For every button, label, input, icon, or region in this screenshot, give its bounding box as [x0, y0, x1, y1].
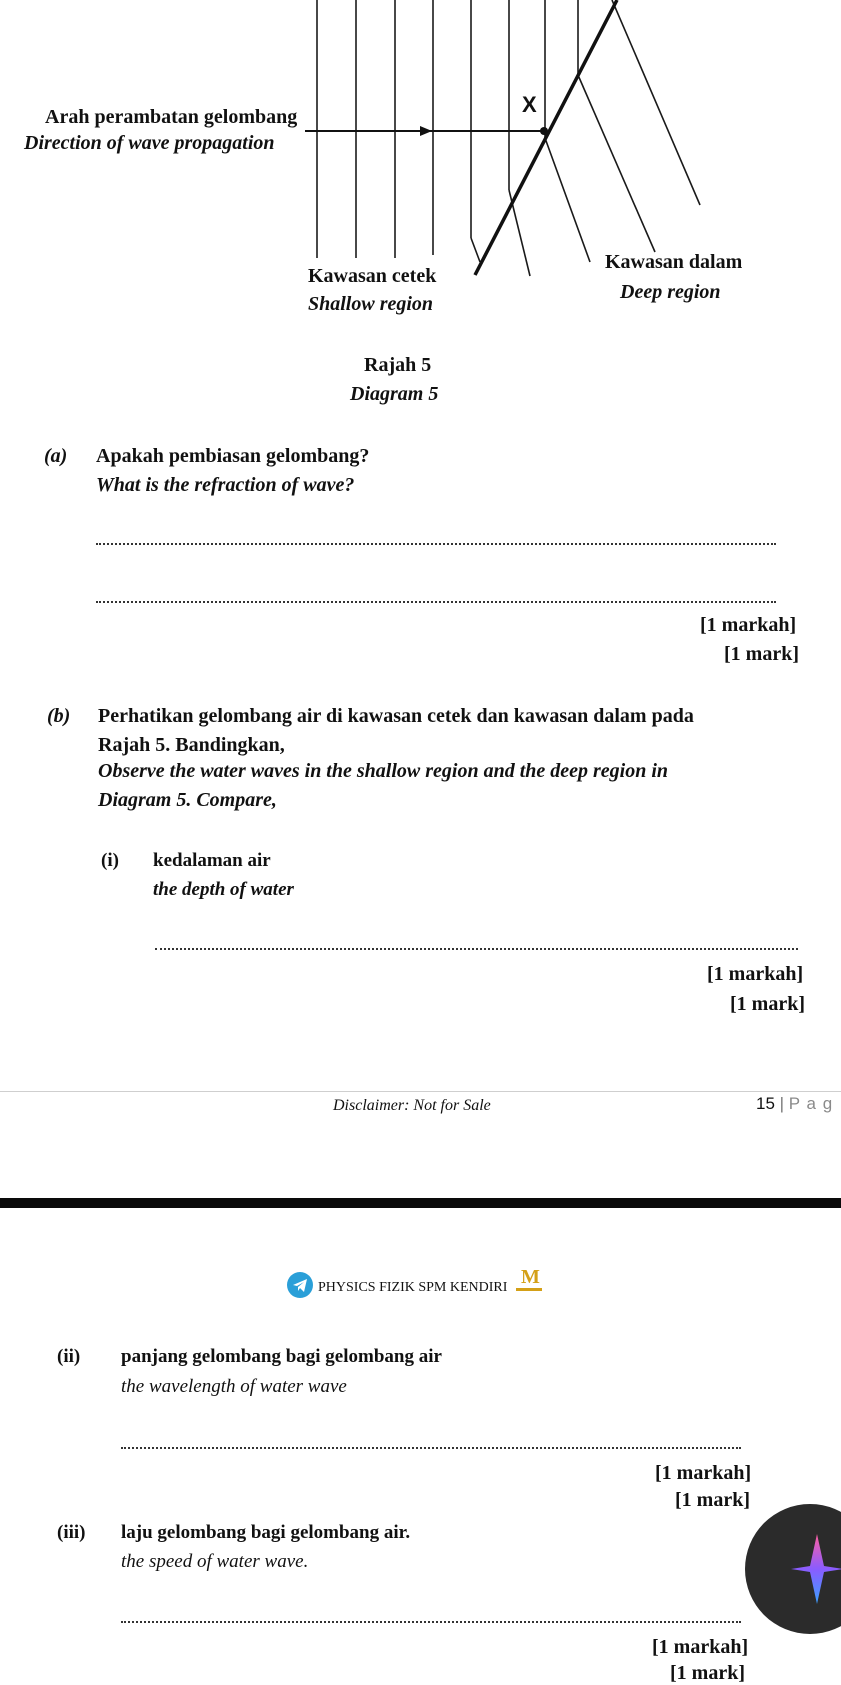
part-ii-label: (ii) — [57, 1346, 81, 1367]
deep-wavefront — [578, 75, 655, 252]
answer-line — [121, 1621, 741, 1623]
star-sparkle-icon — [745, 1504, 841, 1634]
question-a-text-en: What is the refraction of wave? — [96, 474, 355, 496]
disclaimer: Disclaimer: Not for Sale — [333, 1097, 491, 1114]
mark-en: [1 mark] — [730, 993, 805, 1015]
mark-ms: [1 markah] — [700, 614, 797, 636]
part-i-text-ms: kedalaman air — [153, 850, 271, 871]
shallow-label-en: Shallow region — [308, 293, 434, 315]
bent-wavefront — [471, 238, 480, 262]
point-x-dot — [540, 127, 548, 135]
answer-line — [96, 601, 776, 603]
deep-wavefront — [545, 138, 590, 262]
question-a-text-ms: Apakah pembiasan gelombang? — [96, 445, 370, 467]
direction-label-ms: Arah perambatan gelombang — [45, 106, 298, 128]
diagram-caption-ms: Rajah 5 — [364, 354, 432, 376]
mark-ms: [1 markah] — [652, 1636, 749, 1658]
part-iii-text-en: the speed of water wave. — [121, 1551, 309, 1572]
telegram-icon — [287, 1272, 313, 1298]
mark-en: [1 mark] — [670, 1662, 745, 1684]
deep-label-en: Deep region — [620, 281, 721, 303]
boundary-line — [475, 0, 617, 275]
mark-en: [1 mark] — [675, 1489, 750, 1511]
shallow-label-ms: Kawasan cetek — [308, 265, 437, 287]
answer-line — [155, 948, 798, 950]
direction-label-en: Direction of wave propagation — [24, 132, 275, 154]
question-b-text-en-2: Diagram 5. Compare, — [98, 789, 277, 811]
question-b-text-ms-2: Rajah 5. Bandingkan, — [98, 734, 285, 756]
channel-name: PHYSICS FIZIK SPM KENDIRI — [318, 1280, 508, 1295]
question-b-label: (b) — [47, 705, 71, 727]
point-x-label: X — [522, 92, 537, 117]
answer-line — [96, 543, 776, 545]
part-iii-label: (iii) — [57, 1522, 86, 1543]
page-number: 15 | P a g — [756, 1094, 834, 1113]
channel-logo: M — [514, 1266, 544, 1296]
answer-line — [121, 1447, 741, 1449]
mark-ms: [1 markah] — [655, 1462, 752, 1484]
question-b-text-en: Observe the water waves in the shallow region and the deep region in — [98, 760, 669, 782]
part-ii-text-en: the wavelength of water wave — [121, 1376, 347, 1397]
part-ii-text-ms: panjang gelombang bagi gelombang air — [121, 1346, 442, 1367]
page-break-bar — [0, 1198, 841, 1208]
part-i-label: (i) — [101, 850, 119, 871]
floating-ai-button[interactable] — [745, 1504, 841, 1634]
deep-label-ms: Kawasan dalam — [605, 251, 743, 273]
mark-en: [1 mark] — [724, 643, 799, 665]
deep-wavefront — [612, 0, 700, 205]
mark-ms: [1 markah] — [707, 963, 804, 985]
question-a-label: (a) — [44, 445, 68, 467]
diagram-caption-en: Diagram 5 — [350, 383, 439, 405]
part-i-text-en: the depth of water — [153, 879, 294, 900]
question-b-text-ms: Perhatikan gelombang air di kawasan cetek dan kawasan dalam pada — [98, 705, 694, 727]
arrowhead — [420, 126, 432, 136]
part-iii-text-ms: laju gelombang bagi gelombang air. — [121, 1522, 411, 1543]
page-separator — [0, 1091, 841, 1092]
